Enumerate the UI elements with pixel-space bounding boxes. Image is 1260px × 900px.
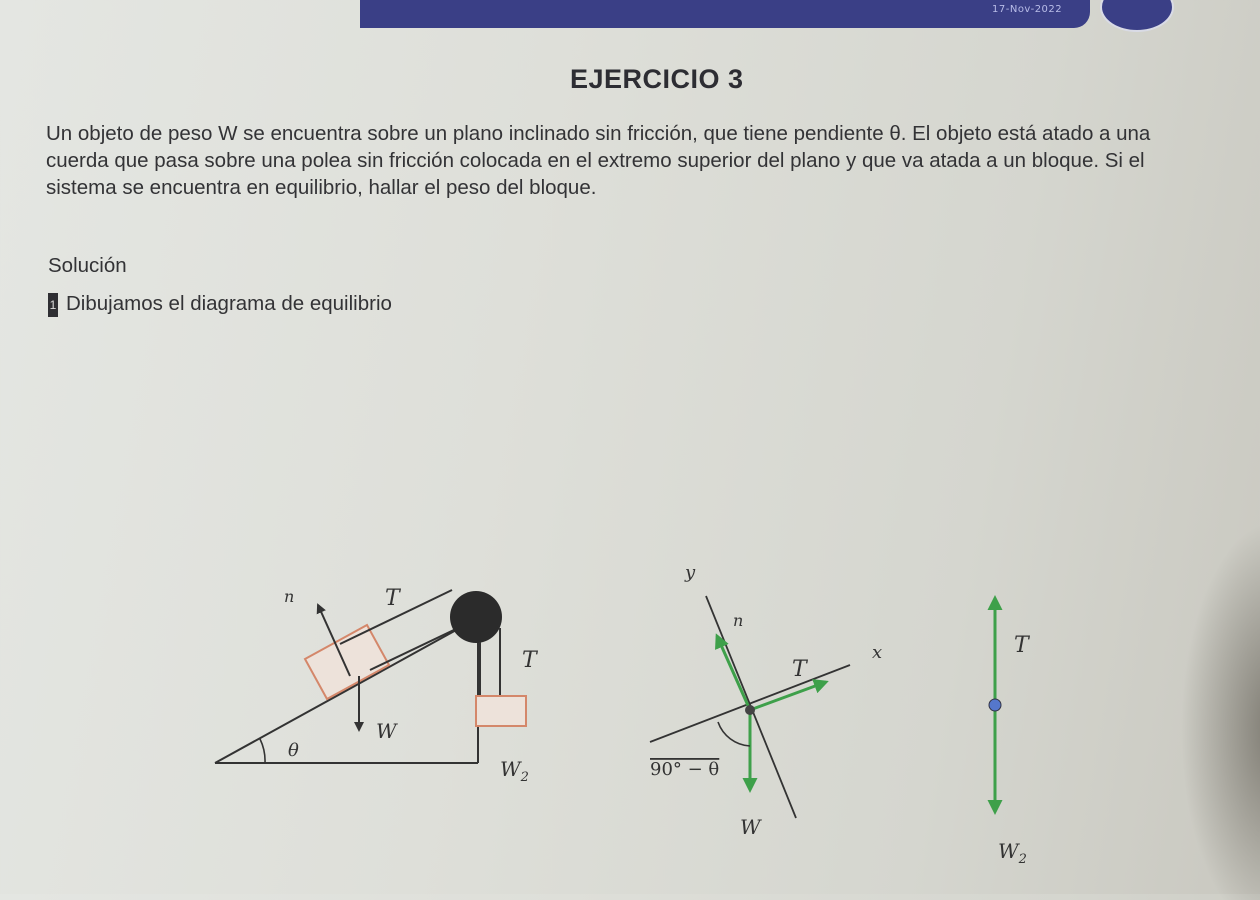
label-T-hanging: T <box>522 648 537 673</box>
label-W2-block-main: W <box>998 839 1019 863</box>
label-y: y <box>685 562 696 583</box>
fbd-tension-arrow <box>750 682 826 710</box>
label-W-incline: W <box>376 719 397 743</box>
incline-block <box>305 625 389 699</box>
label-n-incline: n <box>284 587 295 606</box>
label-T-rope: T <box>385 586 400 611</box>
photo-shadow <box>1180 520 1260 900</box>
object-fbd <box>650 562 882 839</box>
step-number: 1 <box>48 293 58 317</box>
theta-arc <box>260 739 265 763</box>
label-theta: θ <box>288 740 299 761</box>
fbd-normal-arrow <box>717 636 750 710</box>
label-T-fbd: T <box>792 657 807 682</box>
label-W2-incline-sub: 2 <box>520 770 529 785</box>
label-x: x <box>872 642 883 663</box>
exercise-statement: Un objeto de peso W se encuentra sobre un plano inclinado sin fricción, que tiene pendiente θ. El objeto está atado a una cuerda que pasa sobre una polea sin fricción colocada en el extremo superior del plano y que va atada a un bloque. Si el sistema se encuentra en equilibrio, hallar el peso del bloque. <box>46 122 1151 199</box>
step-text: Dibujamos el diagrama de equilibrio <box>66 292 392 315</box>
label-W-fbd: W <box>740 815 761 839</box>
incline-diagram <box>215 586 539 785</box>
label-W2-incline <box>500 757 529 785</box>
rope-lower <box>370 628 458 670</box>
label-n-fbd: n <box>733 611 744 630</box>
block-point <box>989 699 1001 711</box>
pulley <box>450 591 502 643</box>
hanging-block <box>476 696 526 726</box>
label-angle: 90° − θ <box>650 759 720 780</box>
exercise-title: EJERCICIO 3 <box>570 64 744 94</box>
fbd-origin-point <box>745 705 755 715</box>
label-W2-block <box>998 839 1027 867</box>
fbd-angle-arc <box>718 722 750 746</box>
label-T-block: T <box>1014 633 1029 658</box>
label-W2-incline-main: W <box>500 757 521 781</box>
block-fbd <box>989 598 1031 867</box>
solution-label: Solución <box>48 254 127 277</box>
label-W2-block-sub: 2 <box>1018 852 1027 867</box>
header-date: 17-Nov-2022 <box>992 4 1063 15</box>
